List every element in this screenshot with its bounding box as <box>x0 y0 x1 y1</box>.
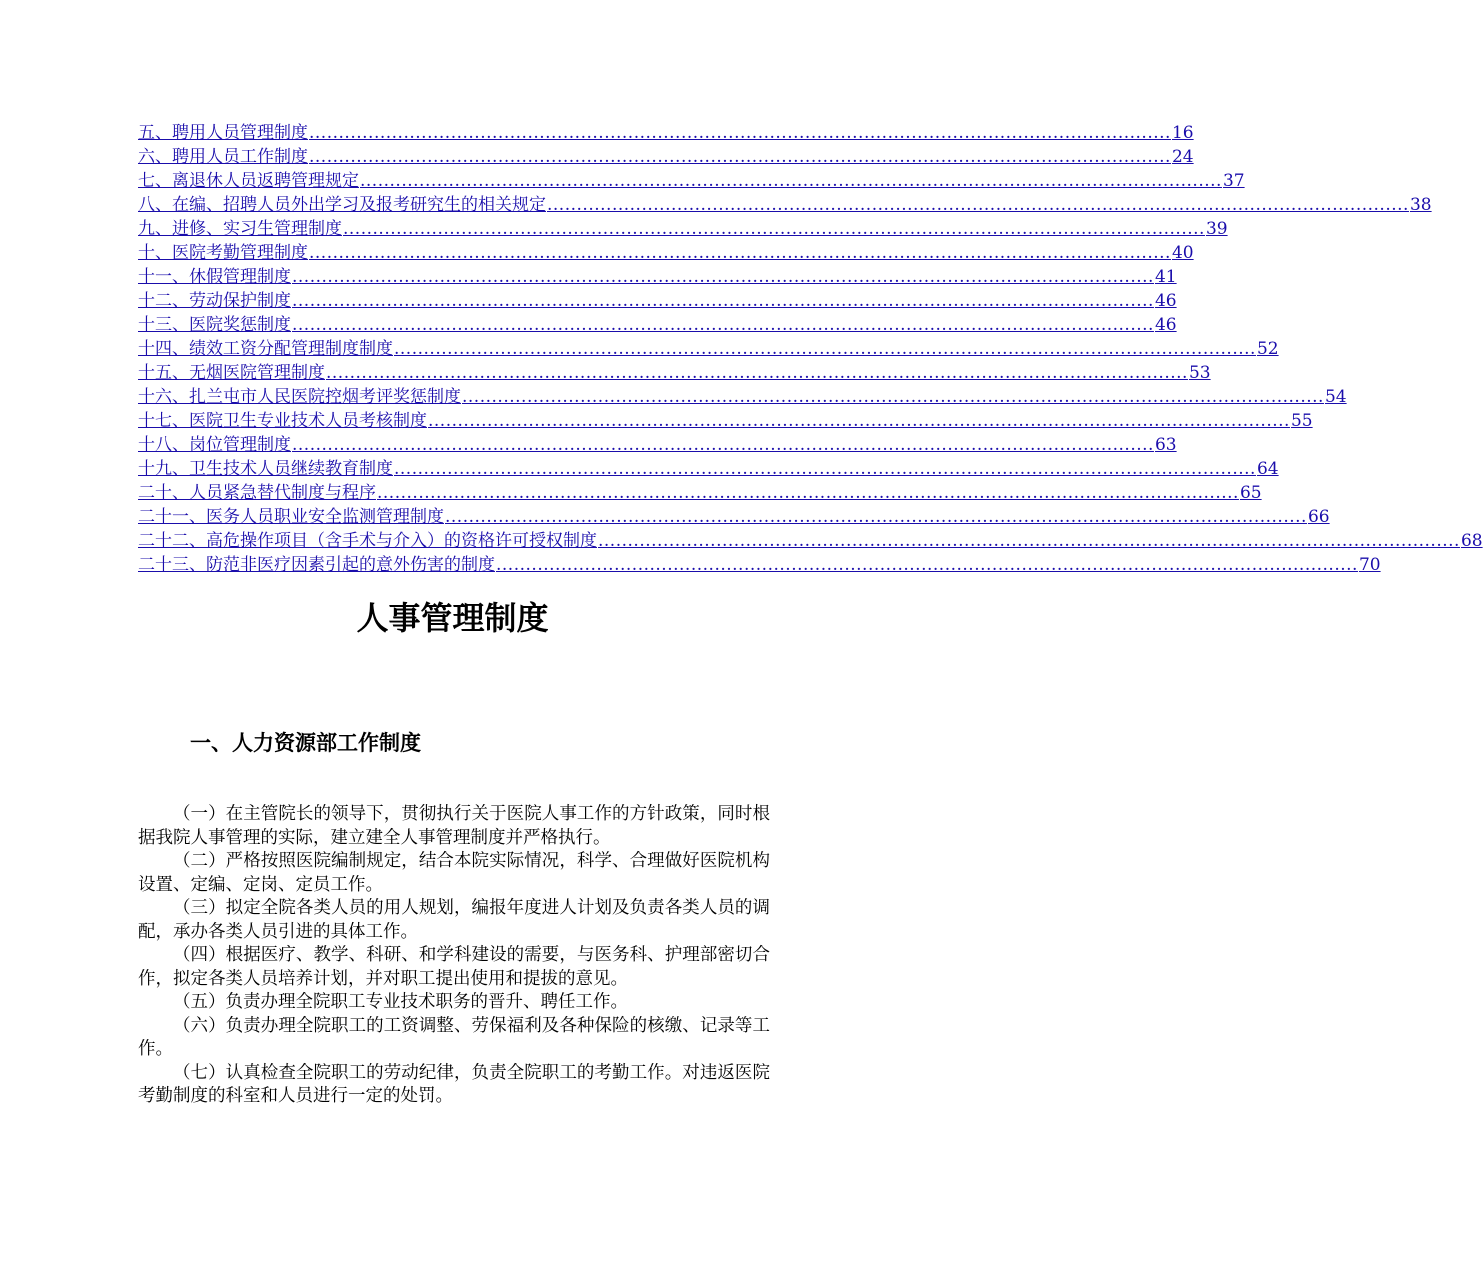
toc-dot-leader: .................................................................................................................................................. <box>428 411 1290 431</box>
toc-page-number: 37 <box>1222 171 1245 191</box>
toc-dot-leader: .................................................................................................................................................. <box>598 531 1460 551</box>
toc-entry-link[interactable] <box>138 503 1330 527</box>
toc-entry-link[interactable] <box>138 455 1279 479</box>
body-paragraph: （二）严格按照医院编制规定，结合本院实际情况，科学、合理做好医院机构设置、定编、定岗、定员工作。 <box>138 851 770 895</box>
toc-entry-link[interactable] <box>138 551 1381 575</box>
toc-dot-leader: .................................................................................................................................................. <box>445 507 1307 527</box>
toc-page-number: 66 <box>1307 507 1330 527</box>
toc-entry-link[interactable] <box>138 431 1177 455</box>
table-of-contents <box>138 119 1483 575</box>
toc-entry-link[interactable] <box>138 143 1194 167</box>
toc-page-number: 55 <box>1290 411 1313 431</box>
toc-entry-title: 十一、休假管理制度 <box>138 267 291 287</box>
toc-entry-link[interactable] <box>138 359 1211 383</box>
toc-entry-link[interactable] <box>138 239 1194 263</box>
toc-dot-leader: .................................................................................................................................................. <box>394 459 1256 479</box>
toc-page-number: 54 <box>1324 387 1347 407</box>
toc-dot-leader: .................................................................................................................................................. <box>292 291 1154 311</box>
toc-dot-leader: .................................................................................................................................................. <box>462 387 1324 407</box>
toc-entry-title: 二十三、防范非医疗因素引起的意外伤害的制度 <box>138 555 495 575</box>
toc-page-number: 41 <box>1154 267 1177 287</box>
toc-entry-title: 九、进修、实习生管理制度 <box>138 219 342 239</box>
body-paragraph: （七）认真检查全院职工的劳动纪律，负责全院职工的考勤工作。对违返医院考勤制度的科室和人员进行一定的处罚。 <box>138 1062 770 1106</box>
toc-dot-leader: .................................................................................................................................................. <box>309 243 1171 263</box>
toc-dot-leader: .................................................................................................................................................. <box>292 315 1154 335</box>
document-title: 人事管理制度 <box>356 599 549 637</box>
body-paragraph: （六）负责办理全院职工的工资调整、劳保福利及各种保险的核缴、记录等工作。 <box>138 1015 770 1059</box>
toc-dot-leader: .................................................................................................................................................. <box>547 195 1409 215</box>
toc-entry-title: 十二、劳动保护制度 <box>138 291 291 311</box>
toc-entry-title: 十、医院考勤管理制度 <box>138 243 308 263</box>
toc-entry-link[interactable] <box>138 287 1177 311</box>
toc-entry-link[interactable] <box>138 263 1177 287</box>
toc-entry-title: 十三、医院奖惩制度 <box>138 315 291 335</box>
body-paragraph: （五）负责办理全院职工专业技术职务的晋升、聘任工作。 <box>173 992 628 1012</box>
toc-dot-leader: .................................................................................................................................................. <box>326 363 1188 383</box>
toc-page-number: 40 <box>1171 243 1194 263</box>
toc-entry-link[interactable] <box>138 335 1279 359</box>
toc-entry-link[interactable] <box>138 527 1483 551</box>
toc-page-number: 65 <box>1239 483 1262 503</box>
toc-page-number: 38 <box>1409 195 1432 215</box>
body-text <box>138 803 770 1109</box>
toc-entry-title: 十六、扎兰屯市人民医院控烟考评奖惩制度 <box>138 387 461 407</box>
toc-page-number: 39 <box>1205 219 1228 239</box>
toc-entry-link[interactable] <box>138 311 1177 335</box>
toc-entry-link[interactable] <box>138 191 1432 215</box>
toc-entry-title: 十七、医院卫生专业技术人员考核制度 <box>138 411 427 431</box>
toc-page-number: 70 <box>1358 555 1381 575</box>
toc-dot-leader: .................................................................................................................................................. <box>360 171 1222 191</box>
body-paragraph: （一）在主管院长的领导下，贯彻执行关于医院人事工作的方针政策，同时根据我院人事管理的实际，建立建全人事管理制度并严格执行。 <box>138 804 770 848</box>
toc-page-number: 24 <box>1171 147 1194 167</box>
toc-entry-link[interactable] <box>138 407 1313 431</box>
toc-entry-title: 十九、卫生技术人员继续教育制度 <box>138 459 393 479</box>
toc-entry-link[interactable] <box>138 479 1262 503</box>
toc-page-number: 46 <box>1154 315 1177 335</box>
toc-entry-title: 十五、无烟医院管理制度 <box>138 363 325 383</box>
toc-page-number: 64 <box>1256 459 1279 479</box>
toc-entry-title: 十八、岗位管理制度 <box>138 435 291 455</box>
toc-dot-leader: .................................................................................................................................................. <box>343 219 1205 239</box>
toc-page-number: 16 <box>1171 123 1194 143</box>
body-paragraph: （三）拟定全院各类人员的用人规划，编报年度进人计划及负责各类人员的调配，承办各类人员引进的具体工作。 <box>138 898 770 942</box>
toc-entry-link[interactable] <box>138 119 1194 143</box>
section-heading: 一、人力资源部工作制度 <box>190 730 421 755</box>
toc-dot-leader: .................................................................................................................................................. <box>394 339 1256 359</box>
toc-page-number: 52 <box>1256 339 1279 359</box>
toc-entry-title: 二十、人员紧急替代制度与程序 <box>138 483 376 503</box>
toc-entry-link[interactable] <box>138 215 1228 239</box>
toc-entry-link[interactable] <box>138 383 1347 407</box>
body-paragraph: （四）根据医疗、教学、科研、和学科建设的需要，与医务科、护理部密切合作，拟定各类人员培养计划，并对职工提出使用和提拔的意见。 <box>138 945 770 989</box>
toc-entry-title: 七、离退休人员返聘管理规定 <box>138 171 359 191</box>
toc-page-number: 46 <box>1154 291 1177 311</box>
toc-dot-leader: .................................................................................................................................................. <box>309 147 1171 167</box>
toc-entry-title: 二十二、高危操作项目（含手术与介入）的资格许可授权制度 <box>138 531 597 551</box>
toc-dot-leader: .................................................................................................................................................. <box>309 123 1171 143</box>
toc-dot-leader: .................................................................................................................................................. <box>377 483 1239 503</box>
toc-entry-title: 八、在编、招聘人员外出学习及报考研究生的相关规定 <box>138 195 546 215</box>
toc-entry-title: 六、聘用人员工作制度 <box>138 147 308 167</box>
toc-page-number: 68 <box>1460 531 1483 551</box>
toc-entry-title: 五、聘用人员管理制度 <box>138 123 308 143</box>
toc-dot-leader: .................................................................................................................................................. <box>292 267 1154 287</box>
toc-page-number: 53 <box>1188 363 1211 383</box>
toc-page-number: 63 <box>1154 435 1177 455</box>
toc-entry-link[interactable] <box>138 167 1245 191</box>
toc-dot-leader: .................................................................................................................................................. <box>496 555 1358 575</box>
toc-entry-title: 十四、绩效工资分配管理制度制度 <box>138 339 393 359</box>
toc-entry-title: 二十一、医务人员职业安全监测管理制度 <box>138 507 444 527</box>
toc-dot-leader: .................................................................................................................................................. <box>292 435 1154 455</box>
